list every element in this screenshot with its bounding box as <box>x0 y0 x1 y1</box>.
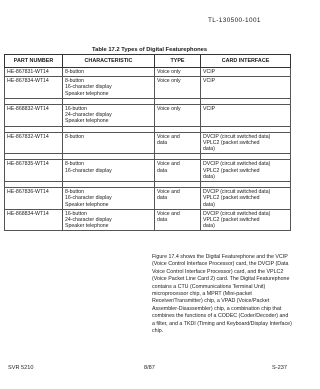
type-cell: Voice only <box>155 77 201 99</box>
type-cell: Voice and data <box>155 132 201 154</box>
column-header: PART NUMBER <box>5 55 63 68</box>
footer-date: 8/87 <box>144 365 155 371</box>
part-number-cell: HE-867836-WT14 <box>5 188 63 210</box>
characteristic-cell: 16-button 24-character display Speaker telephone <box>63 104 155 126</box>
part-number-cell: HE-867831-WT14 <box>5 68 63 77</box>
table-row <box>5 160 291 182</box>
characteristic-cell: 8-button <box>63 68 155 77</box>
card-interface-cell: DVCIP (circuit switched data) VPLC2 (packet switched data) <box>201 160 291 182</box>
card-interface-cell: DVCIP (circuit switched data) VPLC2 (packet switched data) <box>201 188 291 210</box>
column-header: CARD INTERFACE <box>201 55 291 68</box>
characteristic-cell: 8-button 16-character display Speaker telephone <box>63 188 155 210</box>
characteristic-cell: 8-button 16-character display <box>63 160 155 182</box>
type-cell: Voice only <box>155 68 201 77</box>
table-title: Table 17.2 Types of Digital Featurephones <box>92 47 208 53</box>
characteristic-cell: 16-button 24-character display Speaker telephone <box>63 209 155 231</box>
characteristic-cell: 8-button <box>63 132 155 154</box>
table-header-row <box>5 55 291 68</box>
column-header: CHARACTERISTIC <box>63 55 155 68</box>
part-number-cell: HE-867834-WT14 <box>5 77 63 99</box>
card-interface-cell: DVCIP (circuit switched data) VPLC2 (packet switched data) <box>201 209 291 231</box>
table-row <box>5 188 291 210</box>
type-cell: Voice and data <box>155 188 201 210</box>
table-row <box>5 77 291 99</box>
part-number-cell: HE-867832-WT14 <box>5 132 63 154</box>
table-row <box>5 68 291 77</box>
card-interface-cell: VCIP <box>201 68 291 77</box>
characteristic-cell: 8-button 16-character display Speaker telephone <box>63 77 155 99</box>
footer-doc-code: SVR 5210 <box>8 365 34 371</box>
part-number-cell: HE-868832-WT14 <box>5 104 63 126</box>
document-id: TL-130500-1001 <box>208 17 261 24</box>
column-header: TYPE <box>155 55 201 68</box>
type-cell: Voice and data <box>155 209 201 231</box>
table-row <box>5 132 291 154</box>
table-row <box>5 209 291 231</box>
table-row <box>5 104 291 126</box>
featurephone-table <box>4 54 291 231</box>
type-cell: Voice and data <box>155 160 201 182</box>
part-number-cell: HE-867835-WT14 <box>5 160 63 182</box>
body-paragraph: Figure 17.4 shows the Digital Featurephone and the VCIP (Voice Control Interface Processor) card, the DVCIP (Data Voice Control Interface Processor) card, and the VPLC2 (Voice Packet Line Card 2) card. The Digital Featurephone contains a CTU (Communications Terminal Unit) microprocessor chip, a MPRT (Mini-packet Receiver/Transmitter) chip, a VPAD (Voice/Packet Assembler-Disassembler) chip, a combination chip that combines the functions of a CODEC (Coder/Decoder) and a filter, and a TKDI (Timing and Keyboard/Display Interface) chip. <box>152 254 292 335</box>
part-number-cell: HE-868834-WT14 <box>5 209 63 231</box>
card-interface-cell: DVCIP (circuit switched data) VPLC2 (packet switched data) <box>201 132 291 154</box>
card-interface-cell: VCIP <box>201 104 291 126</box>
type-cell: Voice only <box>155 104 201 126</box>
footer-page-number: S-237 <box>272 365 287 371</box>
card-interface-cell: VCIP <box>201 77 291 99</box>
